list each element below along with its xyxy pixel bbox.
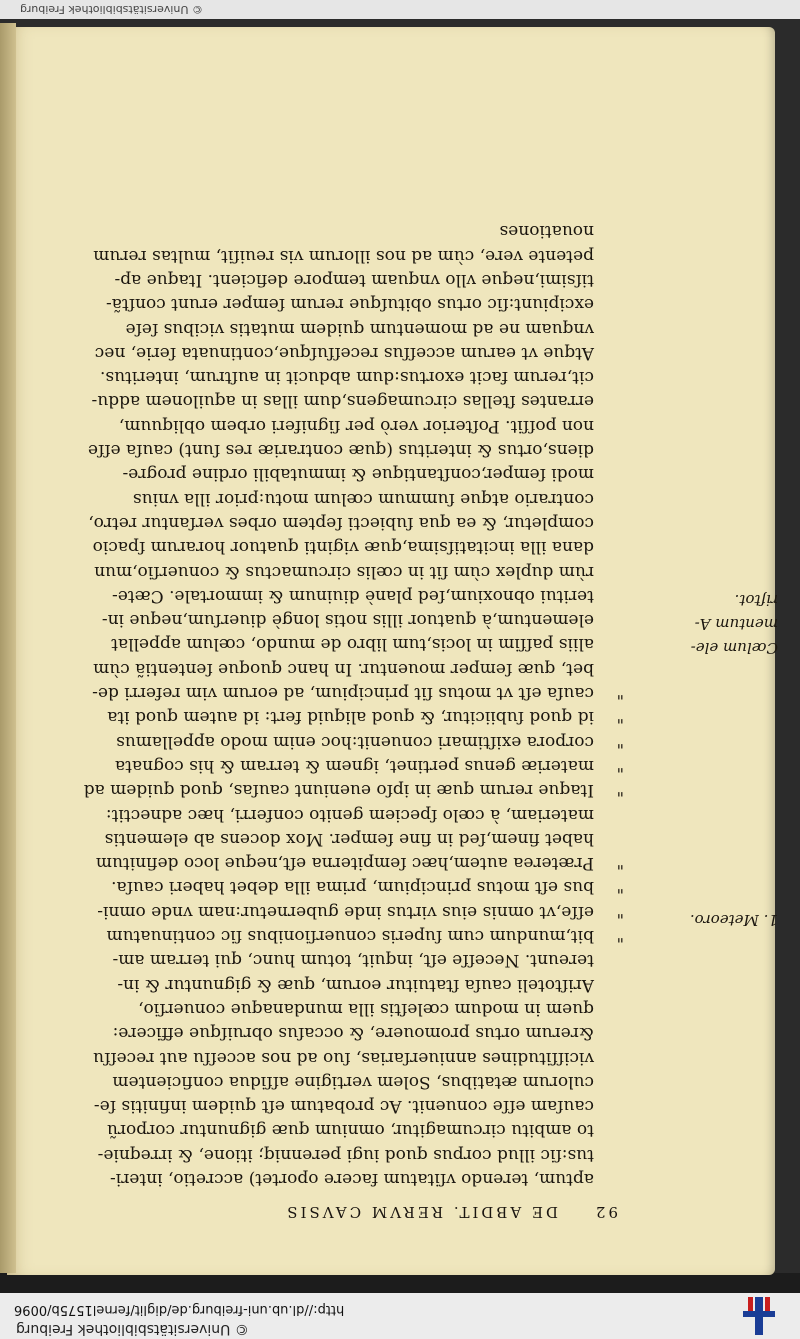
ub-freiburg-logo-icon[interactable] [736, 1293, 782, 1339]
text-line: cit,rerum facit exortus:dum abducit in auſtrum, interitus. [100, 367, 594, 388]
text-line-content: bit,mundum cum ſuperis conuerſionibus ſic continuatum [106, 926, 594, 947]
margin-note-meteoro: 1. Meteoro. [690, 911, 778, 929]
text-line-content: eſſe,vt omnis eius virtus inde gubernetur:nam vnde omni- [97, 901, 594, 922]
header-divider [0, 1273, 800, 1293]
text-line: viciſſitudines anniuerſarias, ſuo ad nos acceſſu aut receſſu [93, 1047, 594, 1068]
text-line-content: cauſa eſt vt motus ſit principium, ad eorum vim referri de- [92, 683, 594, 704]
text-line: rùm duplex cùm ſit in cœlis circumactus & conuerſio,mun [94, 561, 594, 582]
text-line: tereunt. Neceſſe eſt, inquit, totum hunc, qui terram am- [112, 950, 594, 971]
page-edge [0, 23, 16, 1273]
running-head [98, 1197, 618, 1221]
text-line [54, 778, 624, 802]
text-line: aliis paſſim in locis,tum libro de mundo, cœlum appellat [111, 634, 594, 655]
text-line: bet, quæ ſemper mouentur. In hanc quoque ſententiã cùm [93, 658, 594, 679]
text-line-content: id quod ſubiicitur, & quod aliquid fert: id autem quod ita [107, 707, 594, 728]
text-line [54, 924, 624, 948]
text-line: Atque vt earum acceſſus receſſuſque,continuata ſerie, nec [94, 342, 594, 363]
text-line [54, 681, 624, 705]
margin-note-caelum-2: mentum A- [694, 615, 778, 633]
text-line-content: Itaque rerum quæ in ipſo eueniunt cauſas, quod quidem ad [83, 780, 594, 801]
text-line: materiam, à cœlo ſpeciem genito conferri, hæc adnectit: [105, 804, 594, 825]
quotation-mark: " [616, 708, 624, 728]
text-line [54, 875, 624, 899]
margin-note-caelum-1: Cœlum ele- [690, 639, 778, 657]
text-line-content: bus eſt motus principium, prima illa debet haberi cauſa. [111, 877, 594, 898]
text-line [54, 705, 624, 729]
page-number: 92 [592, 1203, 618, 1221]
running-title: DE ABDIT. RERVM CAVSIS [284, 1203, 558, 1221]
page-url-link[interactable]: http://dl.ub.uni-freiburg.de/diglit/fernel1575b/0096 [14, 1302, 345, 1317]
quotation-mark: " [616, 781, 624, 801]
text-line: petente vere, cùm ad nos illorum vis reuiſit, multas rerum [93, 245, 594, 266]
quotation-mark: " [616, 878, 624, 898]
text-line: to ambitu circumagitur, omnium quæ gignuntur corporũ [106, 1120, 594, 1141]
text-line [54, 729, 624, 753]
margin-note-caelum-3: riſtot. [734, 591, 778, 609]
copyright-label: © Universitätsbibliothek Freiburg [16, 1321, 249, 1337]
text-line: cauſam eſſe conuenit. Ac probatum eſt quidem infinitis ſe- [93, 1096, 594, 1117]
text-line: aptum, terendo vſitatum facere oportet) accretio, interi- [110, 1169, 594, 1189]
viewer-footer [0, 0, 800, 19]
text-line-content: corpora exiſtimari conuenit:hoc enim modo appellamus [116, 731, 594, 752]
text-line: habet finem,ſed in fine ſemper. Mox docens ab elementis [104, 828, 594, 849]
viewer-header [0, 1292, 800, 1339]
text-line: dana illa incitatiſsima,quæ viginti quatuor horarum ſpacio [92, 537, 594, 558]
text-line: teritui obnoxium,ſed planè diuinum & immortale. Cæte- [112, 585, 594, 606]
text-line: &rerum ortus promouere, & occaſus obruiſque efficere: [112, 1023, 594, 1044]
quotation-mark: " [616, 902, 624, 922]
body-text [54, 219, 624, 1191]
text-line: diens,ortus & interitus (quæ contrariæ res ſunt) cauſa eſſe [87, 440, 594, 461]
text-line: Ariſtoteli cauſa ſtatuitur eorum, quæ & gignuntur & in- [117, 974, 594, 995]
text-line: errantes ſtellas circumagens,dum illas in aquilonem addu- [91, 391, 594, 412]
text-line-content: Præterea autem,hæc ſempiterna eſt,neque loco definitum [95, 853, 594, 874]
quotation-mark: " [616, 684, 624, 704]
text-line: culorum ætatibus, Solem vertigine aſſidua conficientem [112, 1071, 594, 1092]
text-line [54, 754, 624, 778]
text-line: contrario atque ſummum cœlum motu:prior illa vnius [132, 488, 594, 509]
footer-label: © Universitätsbibliothek Freiburg [20, 3, 203, 16]
text-line-content: materiæ genus pertinet, ignem & terram & his cognata [115, 755, 594, 776]
text-line: completur, & ea qua ſubiecti ſeptem orbes verſantur retro, [88, 512, 594, 533]
text-line: non poſſit. Poſterior verò per ſigniferi orbem obliquum, [118, 415, 594, 436]
quotation-mark: " [616, 854, 624, 874]
text-line: elementum,à quatuor illis notis longè diuerſum,neque in- [101, 610, 594, 631]
text-line: quem in modum cœleſtis illa mundanaque conuerſio, [138, 998, 594, 1019]
text-line: tus:ſic illud corpus quod iugi perenniq; itione, & irreqnie- [97, 1144, 594, 1165]
text-line: nouationes [499, 221, 594, 242]
text-line: excipiunt:ſic ortus obituſque rerum ſemper erunt conſtã- [106, 294, 594, 315]
text-line: tiſsimi,neque vllo vnquam tempore deficient. Itaque ap- [114, 270, 594, 291]
quotation-mark: " [616, 732, 624, 752]
text-line [54, 899, 624, 923]
text-line: modi ſemper,conſtantique & immutabili ordine progre- [122, 464, 594, 485]
quotation-mark: " [616, 927, 624, 947]
text-line: vnquam ne ad momentum quidem mutatis vicibus ſeſe [125, 318, 594, 339]
quotation-mark: " [616, 756, 624, 776]
text-line [54, 851, 624, 875]
